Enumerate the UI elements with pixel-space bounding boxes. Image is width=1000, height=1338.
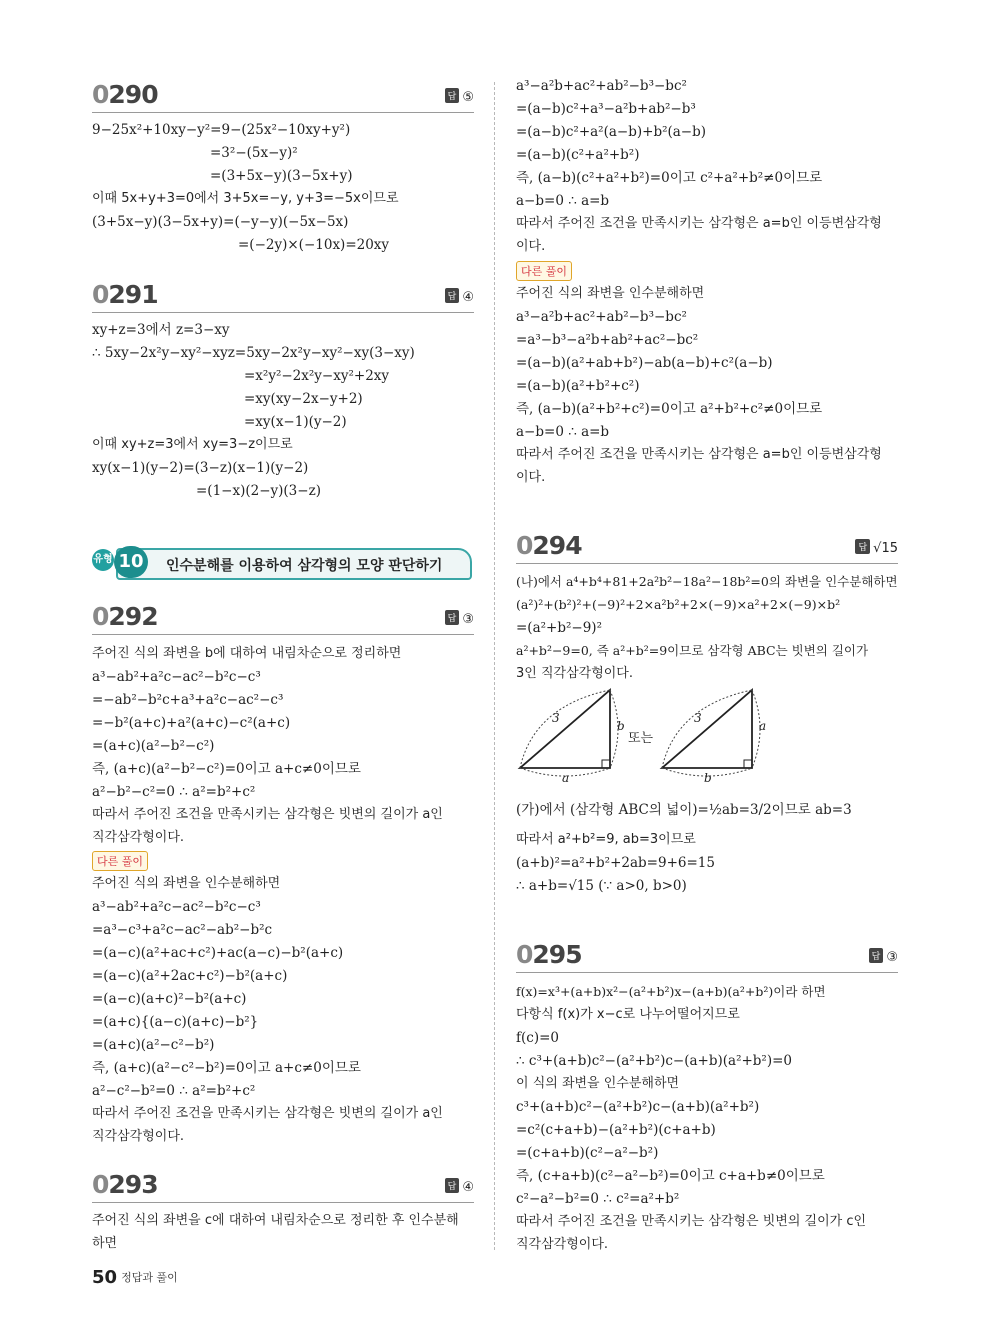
solution-line: =(a−c)(a²+2ac+c²)−b²(a+c): [92, 968, 288, 984]
base-label: b: [704, 771, 712, 785]
right-angle-mark: [744, 760, 752, 768]
right-angle-mark: [602, 760, 610, 768]
solution-line: 이때 xy+z=3에서 xy=3−z이므로: [92, 437, 293, 452]
solution-line: =(a+c)(a²−c²−b²): [92, 1037, 215, 1053]
solution-line: a³−ab²+a²c−ac²−b²c−c³: [92, 899, 261, 915]
solution-line: 따라서 주어진 조건을 만족시키는 삼각형은 빗변의 길이가 c인: [516, 1214, 867, 1229]
solution-line: =(a−c)(a+c)²−b²(a+c): [92, 991, 247, 1007]
solution-line: (3+5x−y)(3−5x+y)=(−y−y)(−5x−5x): [92, 214, 349, 230]
solution-line: =a³−b³−a²b+ab²+ac²−bc²: [516, 332, 699, 348]
solution-line: a−b=0 ∴ a=b: [516, 193, 610, 209]
page-number: 50: [92, 1267, 118, 1288]
problem-number-0293: 0293: [92, 1170, 158, 1199]
solution-line: 따라서 주어진 조건을 만족시키는 삼각형은 a=b인 이등변삼각형: [516, 216, 882, 231]
solution-line: =(a−b)c²+a²(a−b)+b²(a−b): [516, 124, 707, 140]
solution-line: 3인 직각삼각형이다.: [516, 666, 633, 681]
solution-line: c³+(a+b)c²−(a²+b²)c−(a+b)(a²+b²): [516, 1099, 760, 1115]
solution-line: 주어진 식의 좌변을 b에 대하여 내림차순으로 정리하면: [92, 646, 402, 661]
solution-line: 직각삼각형이다.: [516, 1237, 609, 1252]
solution-line: =(a−b)(c²+a²+b²): [516, 147, 640, 163]
alt-solution-label: 다른 풀이: [516, 261, 572, 281]
triangle-right-shape: [662, 690, 752, 768]
solution-line: 따라서 주어진 조건을 만족시키는 삼각형은 빗변의 길이가 a인: [92, 807, 443, 822]
triangle-left-shape: [520, 690, 610, 768]
answer-0292: 답 ③: [445, 610, 474, 627]
solution-line: 주어진 식의 좌변을 인수분해하면: [516, 286, 705, 301]
solution-line: 직각삼각형이다.: [92, 830, 185, 845]
solution-line: =(a−b)(a²+b²+c²): [516, 378, 640, 394]
answer-0293: 답 ④: [445, 1178, 474, 1195]
type-number: 10: [114, 546, 148, 578]
solution-line: =(−2y)×(−10x)=20xy: [238, 237, 390, 253]
height-label: a: [759, 719, 767, 733]
footer-label: 정답과 풀이: [121, 1271, 178, 1284]
triangle-left: [520, 690, 625, 785]
problem-number-0292: 0292: [92, 602, 158, 631]
problem-rule: [92, 312, 474, 313]
solution-line: 다항식 f(x)가 x−c로 나누어떨어지므로: [516, 1007, 740, 1022]
solution-line: 이때 5x+y+3=0에서 3+5x=−y, y+3=−5x이므로: [92, 191, 399, 206]
solution-line: =−ab²−b²c+a³+a²c−ac²−c³: [92, 692, 284, 708]
solution-line: a²−c²−b²=0 ∴ a²=b²+c²: [92, 1083, 256, 1099]
solution-line: ∴ 5xy−2x²y−xy²−xyz=5xy−2x²y−xy²−xy(3−xy): [92, 345, 415, 361]
answer-0294: 답 √15: [855, 539, 898, 556]
solution-line: =a³−c³+a²c−ac²−ab²−b²c: [92, 922, 273, 938]
problem-rule: [516, 972, 898, 973]
alt-solution-label: 다른 풀이: [92, 851, 148, 871]
problem-rule: [92, 1202, 474, 1203]
hyp-label: 3: [552, 711, 560, 725]
solution-line: 즉, (a−b)(c²+a²+b²)=0이고 c²+a²+b²≠0이므로: [516, 170, 823, 186]
solution-line: 직각삼각형이다.: [92, 1129, 185, 1144]
solution-line: 하면: [92, 1236, 118, 1251]
problem-number-0294: 0294: [516, 531, 582, 560]
solution-line: (a+b)²=a²+b²+2ab=9+6=15: [516, 855, 715, 871]
solution-line: (나)에서 a⁴+b⁴+81+2a²b²−18a²−18b²=0의 좌변을 인수분해하면: [516, 574, 898, 589]
solution-line: =3²−(5x−y)²: [210, 145, 298, 161]
solution-line: 즉, (a−b)(a²+b²+c²)=0이고 a²+b²+c²≠0이므로: [516, 401, 823, 417]
answer-0290: 답 ⑤: [445, 88, 474, 105]
solution-line: 따라서 a²+b²=9, ab=3이므로: [516, 832, 696, 847]
solution-line: =(1−x)(2−y)(3−z): [196, 483, 321, 499]
solution-line: 즉, (a+c)(a²−b²−c²)=0이고 a+c≠0이므로: [92, 761, 361, 777]
answer-0291: 답 ④: [445, 288, 474, 305]
column-divider: [494, 82, 495, 1250]
solution-line: a³−ab²+a²c−ac²−b²c−c³: [92, 669, 261, 685]
solution-line: =−b²(a+c)+a²(a+c)−c²(a+c): [92, 715, 291, 731]
solution-line: 주어진 식의 좌변을 c에 대하여 내림차순으로 정리한 후 인수분해: [92, 1213, 459, 1228]
solution-line: a³−a²b+ac²+ab²−b³−bc²: [516, 309, 687, 325]
banner-title: 인수분해를 이용하여 삼각형의 모양 판단하기: [166, 558, 443, 574]
type-badge: 유형: [92, 549, 114, 571]
solution-line: =(a−c)(a²+ac+c²)+ac(a−c)−b²(a+c): [92, 945, 344, 961]
solution-line: f(x)=x³+(a+b)x²−(a²+b²)x−(a+b)(a²+b²)이라 하면: [516, 984, 826, 999]
problem-number-0295: 0295: [516, 940, 582, 969]
solution-line: =(a−b)(a²+ab+b²)−ab(a−b)+c²(a−b): [516, 355, 773, 371]
solution-line: 주어진 식의 좌변을 인수분해하면: [92, 876, 281, 891]
solution-line: 이 식의 좌변을 인수분해하면: [516, 1076, 680, 1091]
page-footer: [92, 1267, 178, 1288]
solution-line: xy+z=3에서 z=3−xy: [92, 322, 230, 338]
or-label: 또는: [628, 731, 654, 746]
solution-line: =xy(x−1)(y−2): [244, 414, 347, 430]
height-label: b: [617, 719, 625, 733]
solution-line: =(a²+b²−9)²: [516, 620, 602, 636]
solution-line: ∴ c³+(a+b)c²−(a²+b²)c−(a+b)(a²+b²)=0: [516, 1053, 793, 1069]
solution-line: =xy(xy−2x−y+2): [244, 391, 363, 407]
solution-line: 이다.: [516, 239, 546, 254]
solution-line: =(3+5x−y)(3−5x+y): [210, 168, 353, 184]
banner-title-box: [116, 548, 472, 580]
type-banner: [92, 546, 472, 580]
solution-line: a²−b²−c²=0 ∴ a²=b²+c²: [92, 784, 256, 800]
problem-rule: [516, 563, 898, 564]
solution-line: f(c)=0: [516, 1030, 559, 1046]
answer-0295: 답 ③: [869, 948, 898, 965]
solution-line: (가)에서 (삼각형 ABC의 넓이)=½ab=3/2이므로 ab=3: [516, 802, 852, 818]
solution-line: =(c+a+b)(c²−a²−b²): [516, 1145, 659, 1161]
solution-line: =c²(c+a+b)−(a²+b²)(c+a+b): [516, 1122, 716, 1138]
base-label: a: [562, 771, 570, 785]
solution-line: a³−a²b+ac²+ab²−b³−bc²: [516, 78, 687, 94]
hyp-label: 3: [694, 711, 702, 725]
solution-line: 이다.: [516, 470, 546, 485]
problem-number-0290: 0290: [92, 80, 158, 109]
problem-rule: [92, 634, 474, 635]
solution-line: (a²)²+(b²)²+(−9)²+2×a²b²+2×(−9)×a²+2×(−9)×b²: [516, 597, 841, 612]
solution-line: =x²y²−2x²y−xy²+2xy: [244, 368, 390, 384]
solution-line: 즉, (a+c)(a²−c²−b²)=0이고 a+c≠0이므로: [92, 1060, 361, 1076]
right-triangle-figure: [516, 686, 896, 786]
solution-line: ∴ a+b=√15 (∵ a>0, b>0): [516, 878, 687, 894]
solution-line: 따라서 주어진 조건을 만족시키는 삼각형은 빗변의 길이가 a인: [92, 1106, 443, 1121]
solution-line: 따라서 주어진 조건을 만족시키는 삼각형은 a=b인 이등변삼각형: [516, 447, 882, 462]
solution-line: c²−a²−b²=0 ∴ c²=a²+b²: [516, 1191, 680, 1207]
solution-line: 즉, (c+a+b)(c²−a²−b²)=0이고 c+a+b≠0이므로: [516, 1168, 825, 1184]
triangle-right: [662, 690, 766, 785]
solution-line: xy(x−1)(y−2)=(3−z)(x−1)(y−2): [92, 460, 309, 476]
solution-line: 9−25x²+10xy−y²=9−(25x²−10xy+y²): [92, 122, 351, 138]
problem-rule: [92, 112, 474, 113]
solution-line: a−b=0 ∴ a=b: [516, 424, 610, 440]
solution-line: =(a−b)c²+a³−a²b+ab²−b³: [516, 101, 696, 117]
solution-line: a²+b²−9=0, 즉 a²+b²=9이므로 삼각형 ABC는 빗변의 길이가: [516, 643, 869, 658]
problem-number-0291: 0291: [92, 280, 158, 309]
solution-line: =(a+c){(a−c)(a+c)−b²}: [92, 1014, 259, 1030]
solution-line: =(a+c)(a²−b²−c²): [92, 738, 215, 754]
